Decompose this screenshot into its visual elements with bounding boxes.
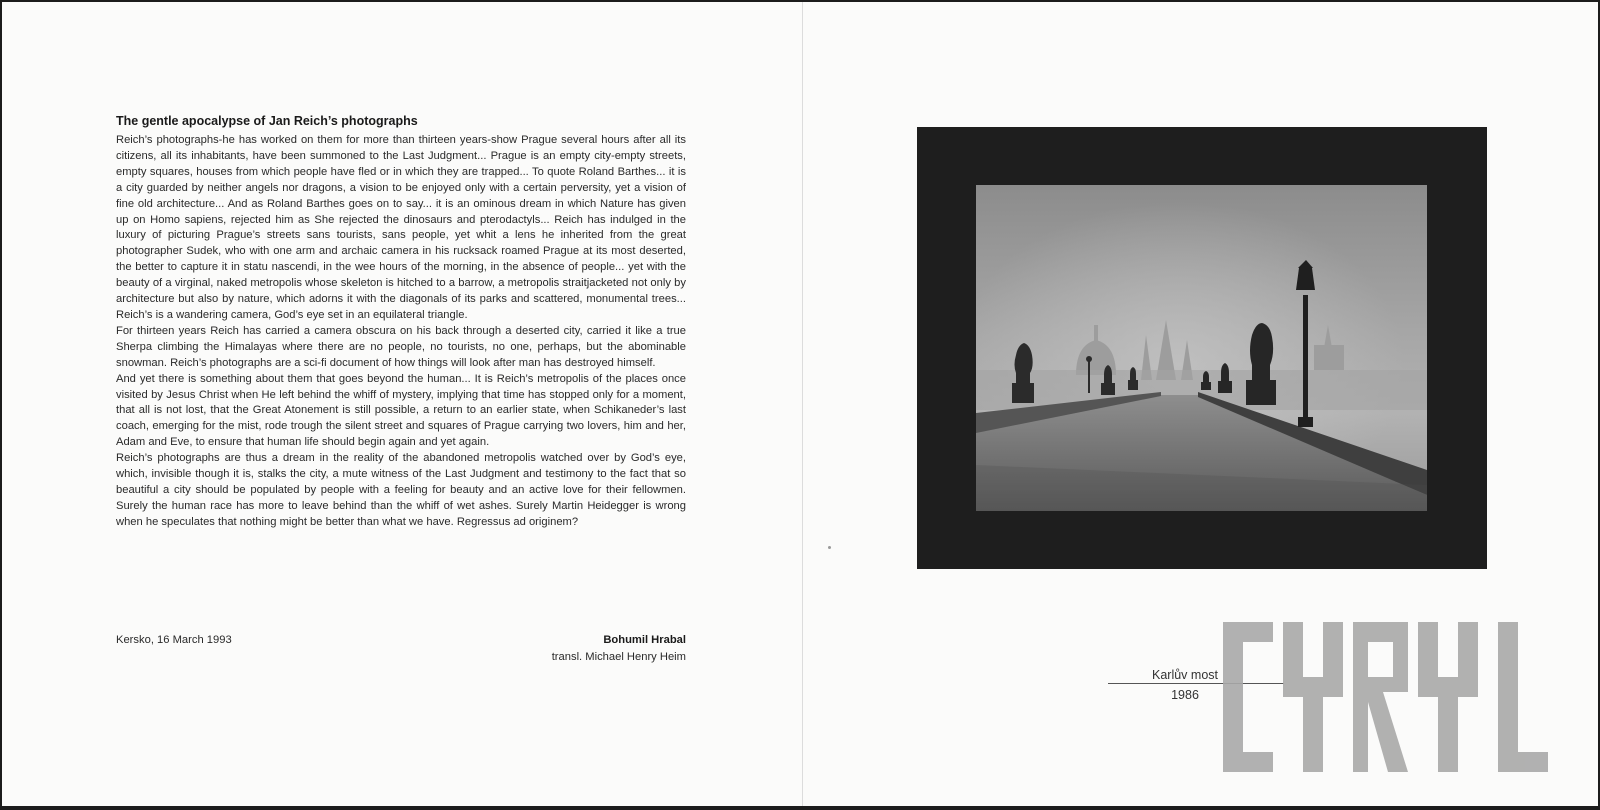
right-page	[803, 2, 1598, 806]
essay-paragraph: And yet there is something about them that goes beyond the human... It is Reich’s metropolis of the places once visited by Jesus Christ when He left behind the whiff of mystery, implying that time has stopped only for a moment, that all is not lost, that the Great Atonement is still possible, a return to an earlier state, when Schikaneder’s last coach, emerging for the mist, rode trough the silent street and squares of Prague carrying two lovers, him and her, Adam and Eve, to ensure that human life should begin again and yet again.	[116, 372, 686, 449]
left-page	[2, 2, 803, 806]
caption-title: Karlův most	[1152, 668, 1218, 682]
author-name: Bohumil Hrabal	[603, 634, 686, 646]
essay-paragraph: Reich’s photographs-he has worked on them for more than thirteen years-show Prague several hours after all its citizens, all its inhabitants, have been summoned to the Last Judgment... Prague is an empty city-empty streets, empty squares, houses from which people have fled or in which they are trapped... To quote Roland Barthes... it is a city guarded by neither angels nor dragons, a vision to be enjoyed only with a certain perversity, yet a vision of fine old architecture... And as Roland Barthes goes on to say... it is an ominous dream in which Nature has given up on Homo sapiens, rejected him as She rejected the dinosaurs and pterodactyls... Reich has indulged in the luxury of picturing Prague’s streets sans tourists, sans people, yet whit a lens he inherited from the great photographer Sudek, who with one arm and archaic camera in his rucksack roamed Prague at its most deserted, the better to capture it in statu nascendi, in the wee hours of the morning, in the absence of people... yet with the beauty of a virginal, naked metropolis whose skeleton is hitched to a barrow, a metropolis straitjacketed not only by architecture but also by nature, which adorns it with the diagonals of its parks and scattered, monumental trees... Reich’s is a wandering camera, God’s eye set in an equilateral triangle.	[116, 134, 686, 321]
place-date: Kersko, 16 March 1993	[116, 634, 232, 646]
photo-mat	[917, 127, 1487, 569]
charles-bridge-photo	[976, 185, 1427, 511]
photo-drawing	[976, 185, 1427, 511]
essay-paragraph: Reich’s photographs are thus a dream in the reality of the abandoned metropolis watched over by God’s eye, which, invisible though it is, stalks the city, a mute witness of the Last Judgment and testimony to the fact that so beautiful a city should be populated by people with a feeling for beauty and an active love for their fellowmen. Surely the human race has more to leave behind than the whiff of wet ashes. Surely Martin Heidegger is wrong when he speculates that nothing might be better than what we have. Regressus ad originem?	[116, 452, 686, 528]
translator-credit: transl. Michael Henry Heim	[551, 651, 686, 663]
cyryl-watermark-logo	[1223, 622, 1568, 772]
essay-title: The gentle apocalypse of Jan Reich’s photographs	[116, 114, 418, 128]
essay	[116, 113, 686, 531]
essay-paragraph: For thirteen years Reich has carried a camera obscura on his back through a deserted city, carried it like a true Sherpa climbing the Himalayas where there are no people, no tourists, no one, perhaps, but the abominable snowman. Reich’s photographs are a sci-fi document of how things will look after man has destroyed himself.	[116, 324, 686, 369]
paper-speck	[828, 546, 831, 549]
caption-year: 1986	[1171, 688, 1199, 702]
